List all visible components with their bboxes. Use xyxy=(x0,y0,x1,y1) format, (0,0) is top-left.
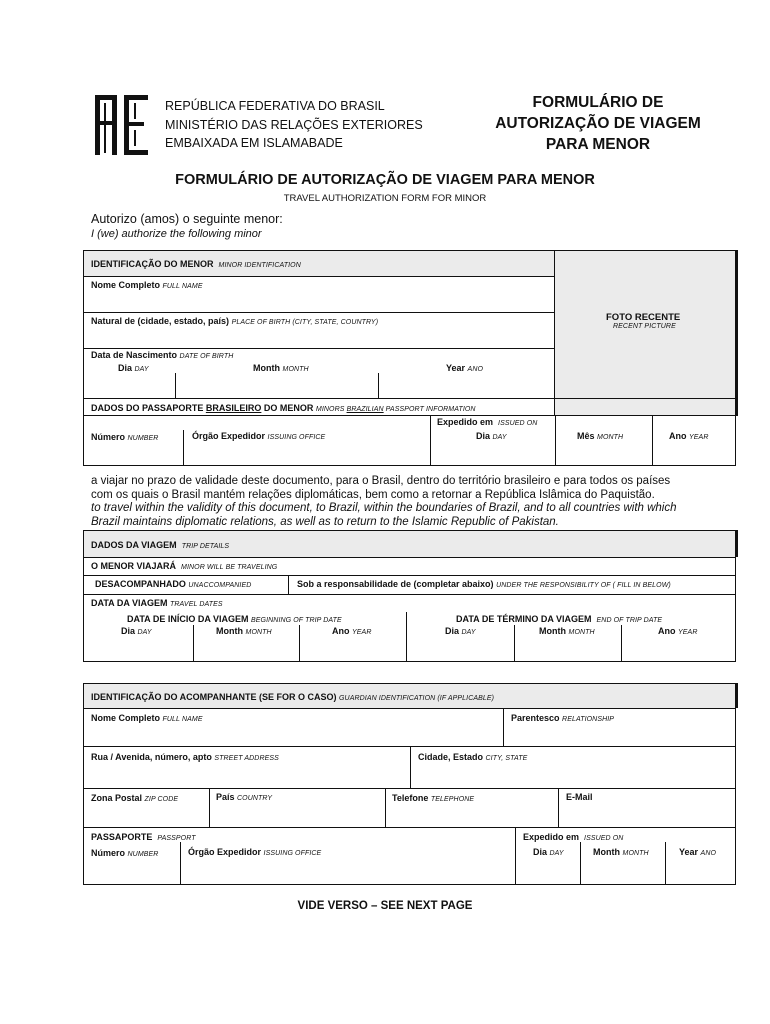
form-title-block xyxy=(470,92,726,155)
guardian-city-field[interactable]: Cidade, Estado CITY, STATE xyxy=(418,752,528,762)
guardian-passport-number[interactable]: Número NUMBER xyxy=(91,848,159,858)
unaccompanied-option[interactable]: DESACOMPANHADO UNACCOMPANIED xyxy=(95,579,252,589)
minor-passport-label: DADOS DO PASSAPORTE BRASILEIRO DO MENOR MINORS BRAZILIAN PASSPORT INFORMATION xyxy=(91,403,476,413)
trip-start-month[interactable]: Month MONTH xyxy=(216,626,272,636)
minor-dob-year[interactable]: Year ANO xyxy=(446,363,484,373)
guardian-email-field[interactable]: E-Mail xyxy=(566,792,593,802)
trip-end-label: DATA DE TÉRMINO DA VIAGEM END OF TRIP DATE xyxy=(456,614,663,624)
guardian-country-field[interactable]: País COUNTRY xyxy=(216,792,273,802)
minor-dob-label: Data de Nascimento DATE OF BIRTH xyxy=(91,350,234,360)
authorize-text-en: I (we) authorize the following minor xyxy=(91,228,262,240)
ministry-header xyxy=(165,97,423,153)
form-title-line-1: FORMULÁRIO DE xyxy=(532,94,664,111)
embassy-logo xyxy=(93,93,151,157)
header-line-3: EMBAIXADA EM ISLAMABADE xyxy=(165,136,343,150)
authorize-text-pt: Autorizo (amos) o seguinte menor: xyxy=(91,212,283,226)
minor-issued-month[interactable]: Mês MONTH xyxy=(577,431,624,441)
page-subtitle: TRAVEL AUTHORIZATION FORM FOR MINOR xyxy=(283,193,487,204)
header-line-1: REPÚBLICA FEDERATIVA DO BRASIL xyxy=(165,99,385,113)
guardian-issued-month[interactable]: Month MONTH xyxy=(593,847,649,857)
minor-issuing-office[interactable]: Órgão Expedidor ISSUING OFFICE xyxy=(192,431,326,441)
minor-full-name-field[interactable]: Nome Completo FULL NAME xyxy=(91,280,203,290)
see-next-page: VIDE VERSO – SEE NEXT PAGE xyxy=(297,900,473,912)
minor-dob-month[interactable]: Month MONTH xyxy=(253,363,309,373)
guardian-issued-day[interactable]: Dia DAY xyxy=(533,847,564,857)
validity-paragraph: a viajar no prazo de validade deste documento, para o Brasil, dentro do território brasileiro e para todos os países com os quais o Brasil mantém relações diplomáticas, bem como a retornar a República Islâmica do Paquistão. to travel within the validity of this document, to Brazil, within the boundaries of Brazil, and to all countries with which Brazil maintains diplomatic relations, as well as to return to the Islamic Republic of Pakistan. xyxy=(91,475,677,528)
form-title-line-3: PARA MENOR xyxy=(545,136,651,153)
trip-end-day[interactable]: Dia DAY xyxy=(445,626,476,636)
guardian-phone-field[interactable]: Telefone TELEPHONE xyxy=(392,793,475,803)
guardian-zip-field[interactable]: Zona Postal ZIP CODE xyxy=(91,793,179,803)
guardian-full-name-field[interactable]: Nome Completo FULL NAME xyxy=(91,713,203,723)
photo-box[interactable] xyxy=(555,251,735,415)
minor-issued-label: Expedido em ISSUED ON xyxy=(437,417,538,427)
photo-label: FOTO RECENTE xyxy=(606,312,681,323)
photo-label-en: RECENT PICTURE xyxy=(613,323,676,330)
trip-start-label: DATA DE INÍCIO DA VIAGEM BEGINNING OF TRIP DATE xyxy=(127,614,342,624)
trip-traveling-label: O MENOR VIAJARÁ MINOR WILL BE TRAVELING xyxy=(91,561,278,571)
minor-section-label: IDENTIFICAÇÃO DO MENOR MINOR IDENTIFICATION xyxy=(91,259,301,269)
trip-end-year[interactable]: Ano YEAR xyxy=(658,626,698,636)
trip-section-label: DADOS DA VIAGEM TRIP DETAILS xyxy=(91,540,230,550)
minor-birthplace-field[interactable]: Natural de (cidade, estado, país) PLACE OF BIRTH (CITY, STATE, COUNTRY) xyxy=(91,316,379,326)
guardian-issued-label: Expedido em ISSUED ON xyxy=(523,832,624,842)
header-line-2: MINISTÉRIO DAS RELAÇÕES EXTERIORES xyxy=(165,117,423,132)
form-title-line-2: AUTORIZAÇÃO DE VIAGEM xyxy=(495,115,701,132)
guardian-section-label: IDENTIFICAÇÃO DO ACOMPANHANTE (SE FOR O CASO) GUARDIAN IDENTIFICATION (IF APPLICABLE) xyxy=(91,692,495,702)
guardian-passport-label: PASSAPORTE PASSPORT xyxy=(91,832,196,842)
trip-start-day[interactable]: Dia DAY xyxy=(121,626,152,636)
trip-start-year[interactable]: Ano YEAR xyxy=(332,626,372,636)
minor-dob-day[interactable]: Dia DAY xyxy=(118,363,149,373)
responsibility-option[interactable]: Sob a responsabilidade de (completar abaixo) UNDER THE RESPONSIBILITY OF ( FILL IN BELOW) xyxy=(297,579,671,589)
guardian-street-field[interactable]: Rua / Avenida, número, apto STREET ADDRESS xyxy=(91,752,279,762)
minor-passport-number[interactable]: Número NUMBER xyxy=(91,432,159,442)
guardian-issuing-office[interactable]: Órgão Expedidor ISSUING OFFICE xyxy=(188,847,322,857)
trip-end-month[interactable]: Month MONTH xyxy=(539,626,595,636)
travel-dates-label: DATA DA VIAGEM TRAVEL DATES xyxy=(91,598,223,608)
minor-issued-year[interactable]: Ano YEAR xyxy=(669,431,709,441)
guardian-relationship-field[interactable]: Parentesco RELATIONSHIP xyxy=(511,713,615,723)
minor-issued-day[interactable]: Dia DAY xyxy=(476,431,507,441)
guardian-issued-year[interactable]: Year ANO xyxy=(679,847,717,857)
page-title: FORMULÁRIO DE AUTORIZAÇÃO DE VIAGEM PARA MENOR xyxy=(175,172,595,188)
